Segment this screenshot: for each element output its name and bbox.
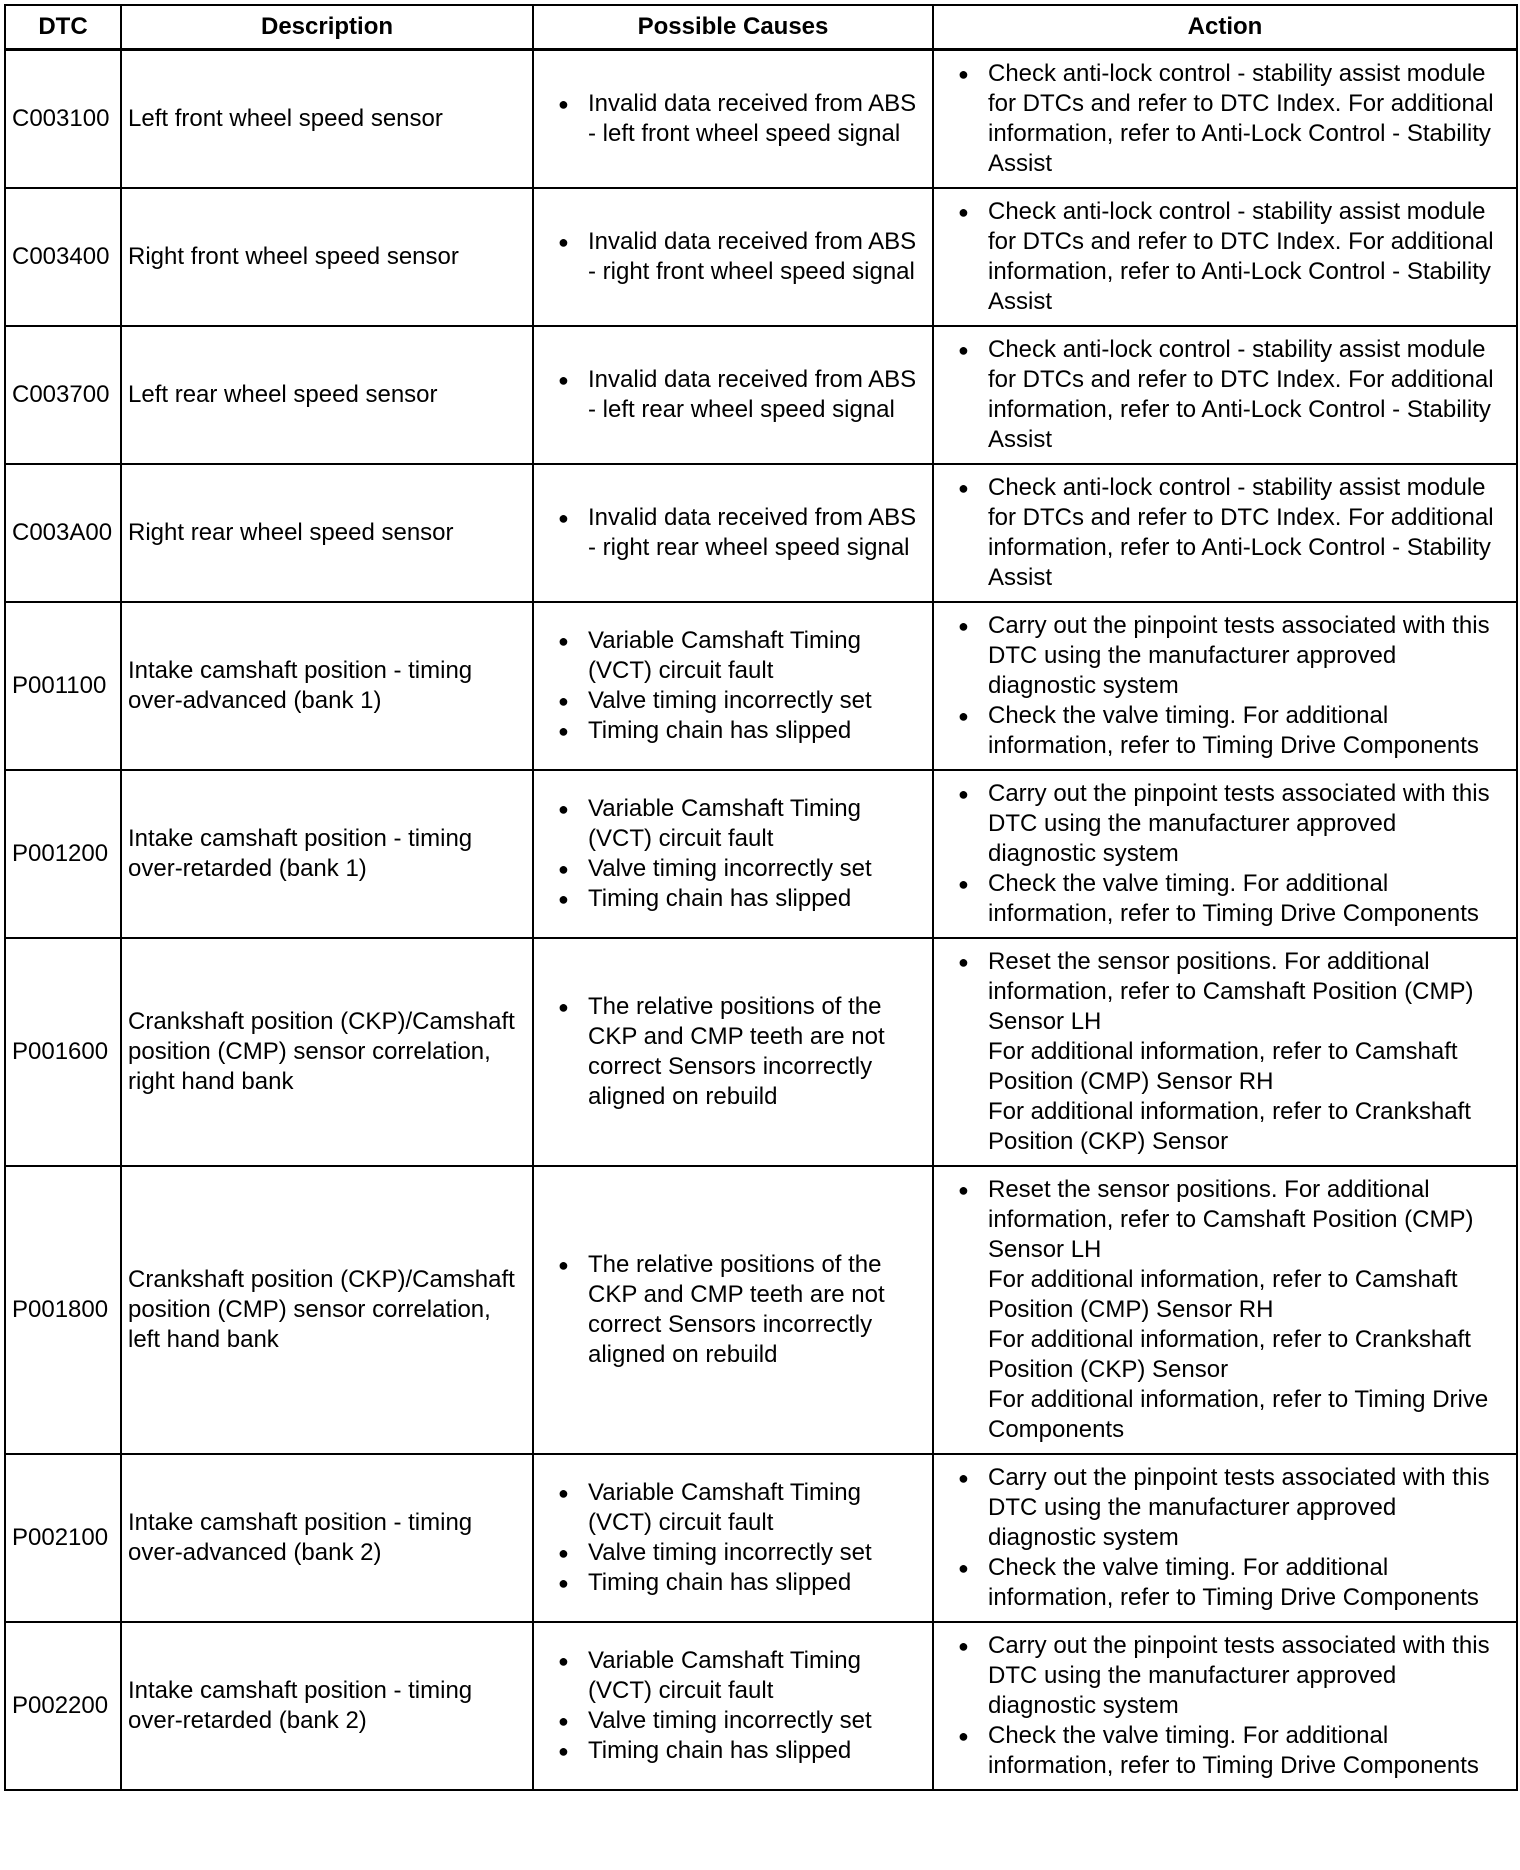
dtc-code: C003100 xyxy=(5,50,121,189)
action-list xyxy=(940,611,1510,761)
action-text: ● Check anti-lock control - stability assist module for DTCs and refer to DTC Index. For additional information, refer to Anti-Lock Control - Stability Assist xyxy=(988,336,1494,453)
table-row xyxy=(5,326,1517,464)
action-item xyxy=(940,1463,1510,1553)
cause-item: ● Timing chain has slipped xyxy=(540,1736,926,1766)
cause-item: ● Invalid data received from ABS - left rear wheel speed signal xyxy=(540,365,926,425)
action-extra-text: For additional information, refer to Camshaft Position (CMP) Sensor RH xyxy=(988,1038,1458,1095)
action-text: ● Carry out the pinpoint tests associated with this DTC using the manufacturer approved diagnostic system xyxy=(988,1464,1490,1551)
dtc-code: C003700 xyxy=(5,326,121,464)
table-header xyxy=(5,5,1517,50)
table-row xyxy=(5,938,1517,1166)
possible-causes-cell xyxy=(533,770,933,938)
action-item xyxy=(940,197,1510,317)
action-extra-text: For additional information, refer to Timing Drive Components xyxy=(988,1386,1489,1443)
possible-causes-list xyxy=(540,794,926,914)
dtc-code: P002200 xyxy=(5,1622,121,1790)
action-list xyxy=(940,197,1510,317)
cause-item: ● Valve timing incorrectly set xyxy=(540,686,926,716)
cause-item: ● Timing chain has slipped xyxy=(540,1568,926,1598)
cause-item: ● Valve timing incorrectly set xyxy=(540,854,926,884)
action-item xyxy=(940,335,1510,455)
possible-causes-list xyxy=(540,89,926,149)
action-list xyxy=(940,1463,1510,1613)
dtc-code: P001100 xyxy=(5,602,121,770)
action-cell xyxy=(933,326,1517,464)
action-cell xyxy=(933,1454,1517,1622)
action-extra-text: For additional information, refer to Crankshaft Position (CKP) Sensor xyxy=(988,1326,1471,1383)
table-row xyxy=(5,1622,1517,1790)
action-cell xyxy=(933,602,1517,770)
dtc-description: Left rear wheel speed sensor xyxy=(121,326,533,464)
table-row xyxy=(5,188,1517,326)
table-row xyxy=(5,1454,1517,1622)
possible-causes-list xyxy=(540,992,926,1112)
dtc-code: P001600 xyxy=(5,938,121,1166)
action-list xyxy=(940,59,1510,179)
action-text: ● Reset the sensor positions. For additional information, refer to Camshaft Position (CMP) Sensor LH xyxy=(988,948,1474,1035)
cause-item: ● Variable Camshaft Timing (VCT) circuit fault xyxy=(540,794,926,854)
action-item xyxy=(940,701,1510,761)
action-text: ● Check the valve timing. For additional information, refer to Timing Drive Components xyxy=(988,702,1479,759)
action-item xyxy=(940,869,1510,929)
possible-causes-cell xyxy=(533,1622,933,1790)
cause-item: ● Variable Camshaft Timing (VCT) circuit fault xyxy=(540,1646,926,1706)
header-action: Action xyxy=(933,5,1517,50)
cause-item: ● Valve timing incorrectly set xyxy=(540,1538,926,1568)
action-text: ● Check anti-lock control - stability assist module for DTCs and refer to DTC Index. For additional information, refer to Anti-Lock Control - Stability Assist xyxy=(988,198,1494,315)
possible-causes-cell xyxy=(533,464,933,602)
dtc-code: C003400 xyxy=(5,188,121,326)
table-row xyxy=(5,602,1517,770)
possible-causes-cell xyxy=(533,1166,933,1454)
table-body xyxy=(5,50,1517,1791)
action-list xyxy=(940,335,1510,455)
dtc-description: Right rear wheel speed sensor xyxy=(121,464,533,602)
action-item xyxy=(940,59,1510,179)
possible-causes-cell xyxy=(533,938,933,1166)
dtc-table xyxy=(4,4,1518,1791)
dtc-description: Crankshaft position (CKP)/Camshaft position (CMP) sensor correlation, right hand bank xyxy=(121,938,533,1166)
cause-item: ● Variable Camshaft Timing (VCT) circuit fault xyxy=(540,626,926,686)
cause-item: ● Invalid data received from ABS - right rear wheel speed signal xyxy=(540,503,926,563)
possible-causes-list xyxy=(540,365,926,425)
action-extra-text: For additional information, refer to Camshaft Position (CMP) Sensor RH xyxy=(988,1266,1458,1323)
action-item xyxy=(940,473,1510,593)
action-text: ● Check the valve timing. For additional information, refer to Timing Drive Components xyxy=(988,1722,1479,1779)
possible-causes-cell xyxy=(533,188,933,326)
header-row xyxy=(5,5,1517,50)
action-item xyxy=(940,611,1510,701)
action-item xyxy=(940,1553,1510,1613)
cause-item: ● Valve timing incorrectly set xyxy=(540,1706,926,1736)
dtc-code: C003A00 xyxy=(5,464,121,602)
action-cell xyxy=(933,1166,1517,1454)
table-row xyxy=(5,50,1517,189)
header-possible-causes: Possible Causes xyxy=(533,5,933,50)
possible-causes-list xyxy=(540,503,926,563)
dtc-description: Intake camshaft position - timing over-advanced (bank 1) xyxy=(121,602,533,770)
possible-causes-list xyxy=(540,1478,926,1598)
action-cell xyxy=(933,50,1517,189)
dtc-code: P001800 xyxy=(5,1166,121,1454)
possible-causes-list xyxy=(540,227,926,287)
action-extra-text: For additional information, refer to Crankshaft Position (CKP) Sensor xyxy=(988,1098,1471,1155)
action-item xyxy=(940,947,1510,1157)
cause-item: ● Timing chain has slipped xyxy=(540,716,926,746)
table-row xyxy=(5,770,1517,938)
cause-item: ● The relative positions of the CKP and CMP teeth are not correct Sensors incorrectly aligned on rebuild xyxy=(540,1250,926,1370)
action-cell xyxy=(933,770,1517,938)
action-cell xyxy=(933,1622,1517,1790)
action-list xyxy=(940,473,1510,593)
action-text: ● Carry out the pinpoint tests associated with this DTC using the manufacturer approved diagnostic system xyxy=(988,1632,1490,1719)
action-cell xyxy=(933,938,1517,1166)
action-cell xyxy=(933,188,1517,326)
action-list xyxy=(940,1631,1510,1781)
possible-causes-list xyxy=(540,1646,926,1766)
cause-item: ● Variable Camshaft Timing (VCT) circuit fault xyxy=(540,1478,926,1538)
dtc-description: Crankshaft position (CKP)/Camshaft position (CMP) sensor correlation, left hand bank xyxy=(121,1166,533,1454)
table-row xyxy=(5,1166,1517,1454)
possible-causes-cell xyxy=(533,50,933,189)
cause-item: ● Invalid data received from ABS - right front wheel speed signal xyxy=(540,227,926,287)
cause-item: ● Invalid data received from ABS - left front wheel speed signal xyxy=(540,89,926,149)
possible-causes-list xyxy=(540,1250,926,1370)
action-list xyxy=(940,1175,1510,1445)
action-item xyxy=(940,779,1510,869)
action-list xyxy=(940,779,1510,929)
action-text: ● Carry out the pinpoint tests associated with this DTC using the manufacturer approved diagnostic system xyxy=(988,612,1490,699)
action-item xyxy=(940,1721,1510,1781)
dtc-description: Intake camshaft position - timing over-advanced (bank 2) xyxy=(121,1454,533,1622)
action-text: ● Check anti-lock control - stability assist module for DTCs and refer to DTC Index. For additional information, refer to Anti-Lock Control - Stability Assist xyxy=(988,474,1494,591)
action-text: ● Check the valve timing. For additional information, refer to Timing Drive Components xyxy=(988,1554,1479,1611)
header-description: Description xyxy=(121,5,533,50)
table-row xyxy=(5,464,1517,602)
possible-causes-list xyxy=(540,626,926,746)
action-text: ● Carry out the pinpoint tests associated with this DTC using the manufacturer approved diagnostic system xyxy=(988,780,1490,867)
action-list xyxy=(940,947,1510,1157)
action-text: ● Check anti-lock control - stability assist module for DTCs and refer to DTC Index. For additional information, refer to Anti-Lock Control - Stability Assist xyxy=(988,60,1494,177)
dtc-description: Intake camshaft position - timing over-retarded (bank 2) xyxy=(121,1622,533,1790)
action-text: ● Check the valve timing. For additional information, refer to Timing Drive Components xyxy=(988,870,1479,927)
dtc-description: Left front wheel speed sensor xyxy=(121,50,533,189)
action-cell xyxy=(933,464,1517,602)
possible-causes-cell xyxy=(533,326,933,464)
possible-causes-cell xyxy=(533,602,933,770)
cause-item: ● Timing chain has slipped xyxy=(540,884,926,914)
possible-causes-cell xyxy=(533,1454,933,1622)
dtc-description: Right front wheel speed sensor xyxy=(121,188,533,326)
dtc-code: P001200 xyxy=(5,770,121,938)
dtc-description: Intake camshaft position - timing over-retarded (bank 1) xyxy=(121,770,533,938)
dtc-code: P002100 xyxy=(5,1454,121,1622)
action-item xyxy=(940,1175,1510,1445)
action-item xyxy=(940,1631,1510,1721)
cause-item: ● The relative positions of the CKP and CMP teeth are not correct Sensors incorrectly aligned on rebuild xyxy=(540,992,926,1112)
action-text: ● Reset the sensor positions. For additional information, refer to Camshaft Position (CMP) Sensor LH xyxy=(988,1176,1474,1263)
header-dtc: DTC xyxy=(5,5,121,50)
